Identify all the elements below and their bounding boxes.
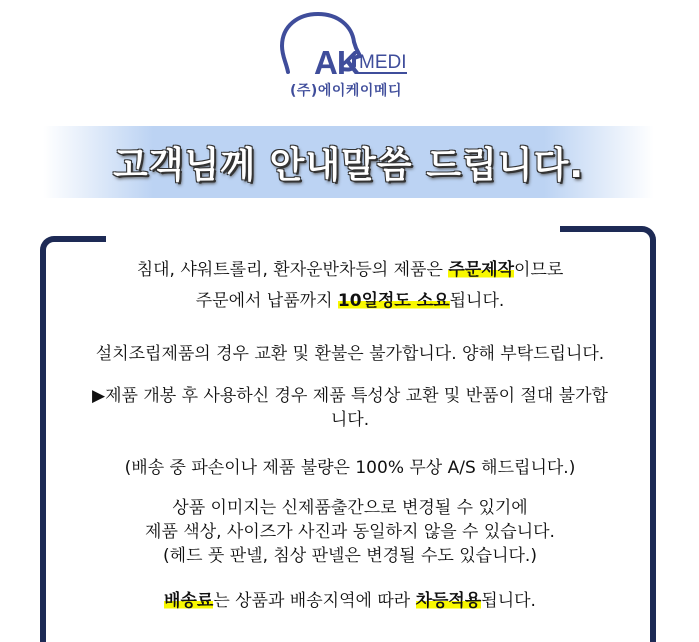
logo-brand-text: AK xyxy=(314,44,360,81)
notice-custom-order-line-2 xyxy=(60,289,640,313)
logo-brand-sub-text: MEDI xyxy=(359,52,407,73)
notice-shipping-fee xyxy=(60,589,640,613)
notice-image-change-line-3: (헤드 풋 판넬, 침상 판넬은 변경될 수도 있습니다.) xyxy=(163,546,537,566)
notice-text: 이므로 xyxy=(514,260,564,280)
notice-opened-product-line-1: ▶제품 개봉 후 사용하신 경우 제품 특성상 교환 및 반품이 절대 불가합 xyxy=(92,386,608,406)
notice-assembly-refund: 설치조립제품의 경우 교환 및 환불은 불가합니다. 양해 부탁드립니다. xyxy=(95,344,605,364)
logo-company-name: (주)에이케이메디 xyxy=(290,83,402,99)
notice-image-change-line-2: 제품 색상, 사이즈가 사진과 동일하지 않을 수 있습니다. xyxy=(145,522,555,542)
notice-text: 됩니다. xyxy=(481,591,536,611)
notice-custom-order-line-1 xyxy=(60,258,640,282)
notice-banner xyxy=(43,126,654,198)
notice-damage-as: (배송 중 파손이나 제품 불량은 100% 무상 A/S 해드립니다.) xyxy=(124,458,576,478)
notice-image-change-line-1: 상품 이미지는 신제품출간으로 변경될 수 있기에 xyxy=(172,498,528,518)
highlight-differential: 차등적용 xyxy=(415,591,482,611)
notice-text: 침대, 샤워트롤리, 환자운반차등의 제품은 xyxy=(136,260,449,280)
notice-text: 주문에서 납품까지 xyxy=(195,291,338,311)
highlight-custom-order: 주문제작 xyxy=(448,260,515,280)
notice-text: 됩니다. xyxy=(449,291,505,311)
highlight-lead-time: 10일정도 소요 xyxy=(337,291,450,311)
company-logo xyxy=(268,10,438,102)
notice-opened-product-line-2: 니다. xyxy=(330,410,370,430)
banner-title: 고객님께 안내말씀 드립니다. xyxy=(112,145,585,186)
highlight-shipping-fee: 배송료 xyxy=(164,591,214,611)
notice-text: 는 상품과 배송지역에 따라 xyxy=(213,591,416,611)
